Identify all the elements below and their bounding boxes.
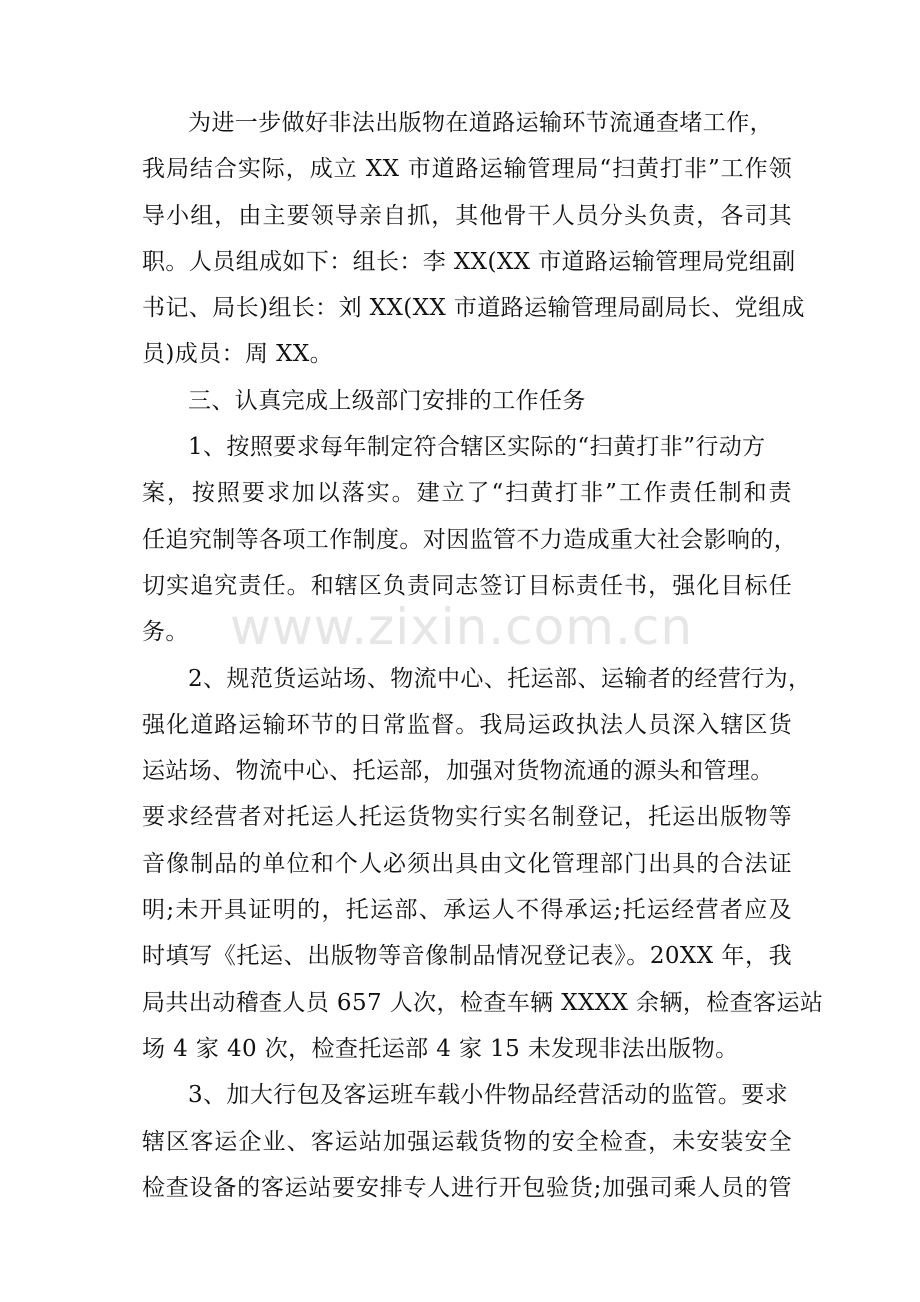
text-line: 我局结合实际，成立 XX 市道路运输管理局“扫黄打非”工作领 bbox=[142, 156, 792, 183]
watermark: www.zixin.com.cn bbox=[230, 598, 694, 656]
text-line: 切实追究责任。和辖区负责同志签订目标责任书，强化目标任 bbox=[142, 572, 792, 599]
text-line: 3、加大行包及客运班车载小件物品经营活动的监管。要求 bbox=[188, 1082, 789, 1109]
text-line: 强化道路运输环节的日常监督。我局运政执法人员深入辖区货 bbox=[142, 711, 792, 738]
text-line: 场 4 家 40 次，检查托运部 4 家 15 未发现非法出版物。 bbox=[142, 1035, 739, 1062]
text-line: 要求经营者对托运人托运货物实行实名制登记，托运出版物等 bbox=[142, 804, 792, 831]
text-line: 辖区客运企业、客运站加强运载货物的安全检查，未安装安全 bbox=[142, 1128, 792, 1155]
text-line: 案，按照要求加以落实。建立了“扫黄打非”工作责任制和责 bbox=[142, 480, 792, 507]
text-line: 为进一步做好非法出版物在道路运输环节流通查堵工作， bbox=[188, 110, 773, 136]
text-line: 时填写《托运、出版物等音像制品情况登记表》。20XX 年，我 bbox=[142, 943, 792, 970]
text-line: 1、按照要求每年制定符合辖区实际的“扫黄打非”行动方 bbox=[188, 434, 766, 461]
text-line: 任追究制等各项工作制度。对因监管不力造成重大社会影响的， bbox=[142, 526, 798, 553]
text-line: 明;未开具证明的，托运部、承运人不得承运;托运经营者应及 bbox=[142, 897, 792, 924]
text-line: 2、规范货运站场、物流中心、托运部、运输者的经营行为， bbox=[188, 665, 812, 692]
text-line: 运站场、物流中心、托运部，加强对货物流通的源头和管理。 bbox=[142, 758, 774, 785]
text-line: 检查设备的客运站要安排专人进行开包验货;加强司乘人员的管 bbox=[142, 1174, 792, 1201]
text-line: 局共出动稽查人员 657 人次，检查车辆 XXXX 余辆，检查客运站 bbox=[142, 989, 824, 1016]
text-line: 员)成员：周 XX。 bbox=[142, 341, 334, 368]
text-line: 音像制品的单位和个人必须出具由文化管理部门出具的合法证 bbox=[142, 850, 792, 877]
text-line: 务。 bbox=[142, 619, 189, 646]
section-heading: 三、认真完成上级部门安排的工作任务 bbox=[188, 387, 586, 414]
text-line: 书记、局长)组长：刘 XX(XX 市道路运输管理局副局长、党组成 bbox=[142, 295, 805, 322]
text-line: 导小组，由主要领导亲自抓，其他骨干人员分头负责，各司其 bbox=[142, 202, 792, 229]
document-body bbox=[142, 100, 824, 1211]
text-line: 职。人员组成如下：组长：李 XX(XX 市道路运输管理局党组副 bbox=[142, 248, 796, 275]
